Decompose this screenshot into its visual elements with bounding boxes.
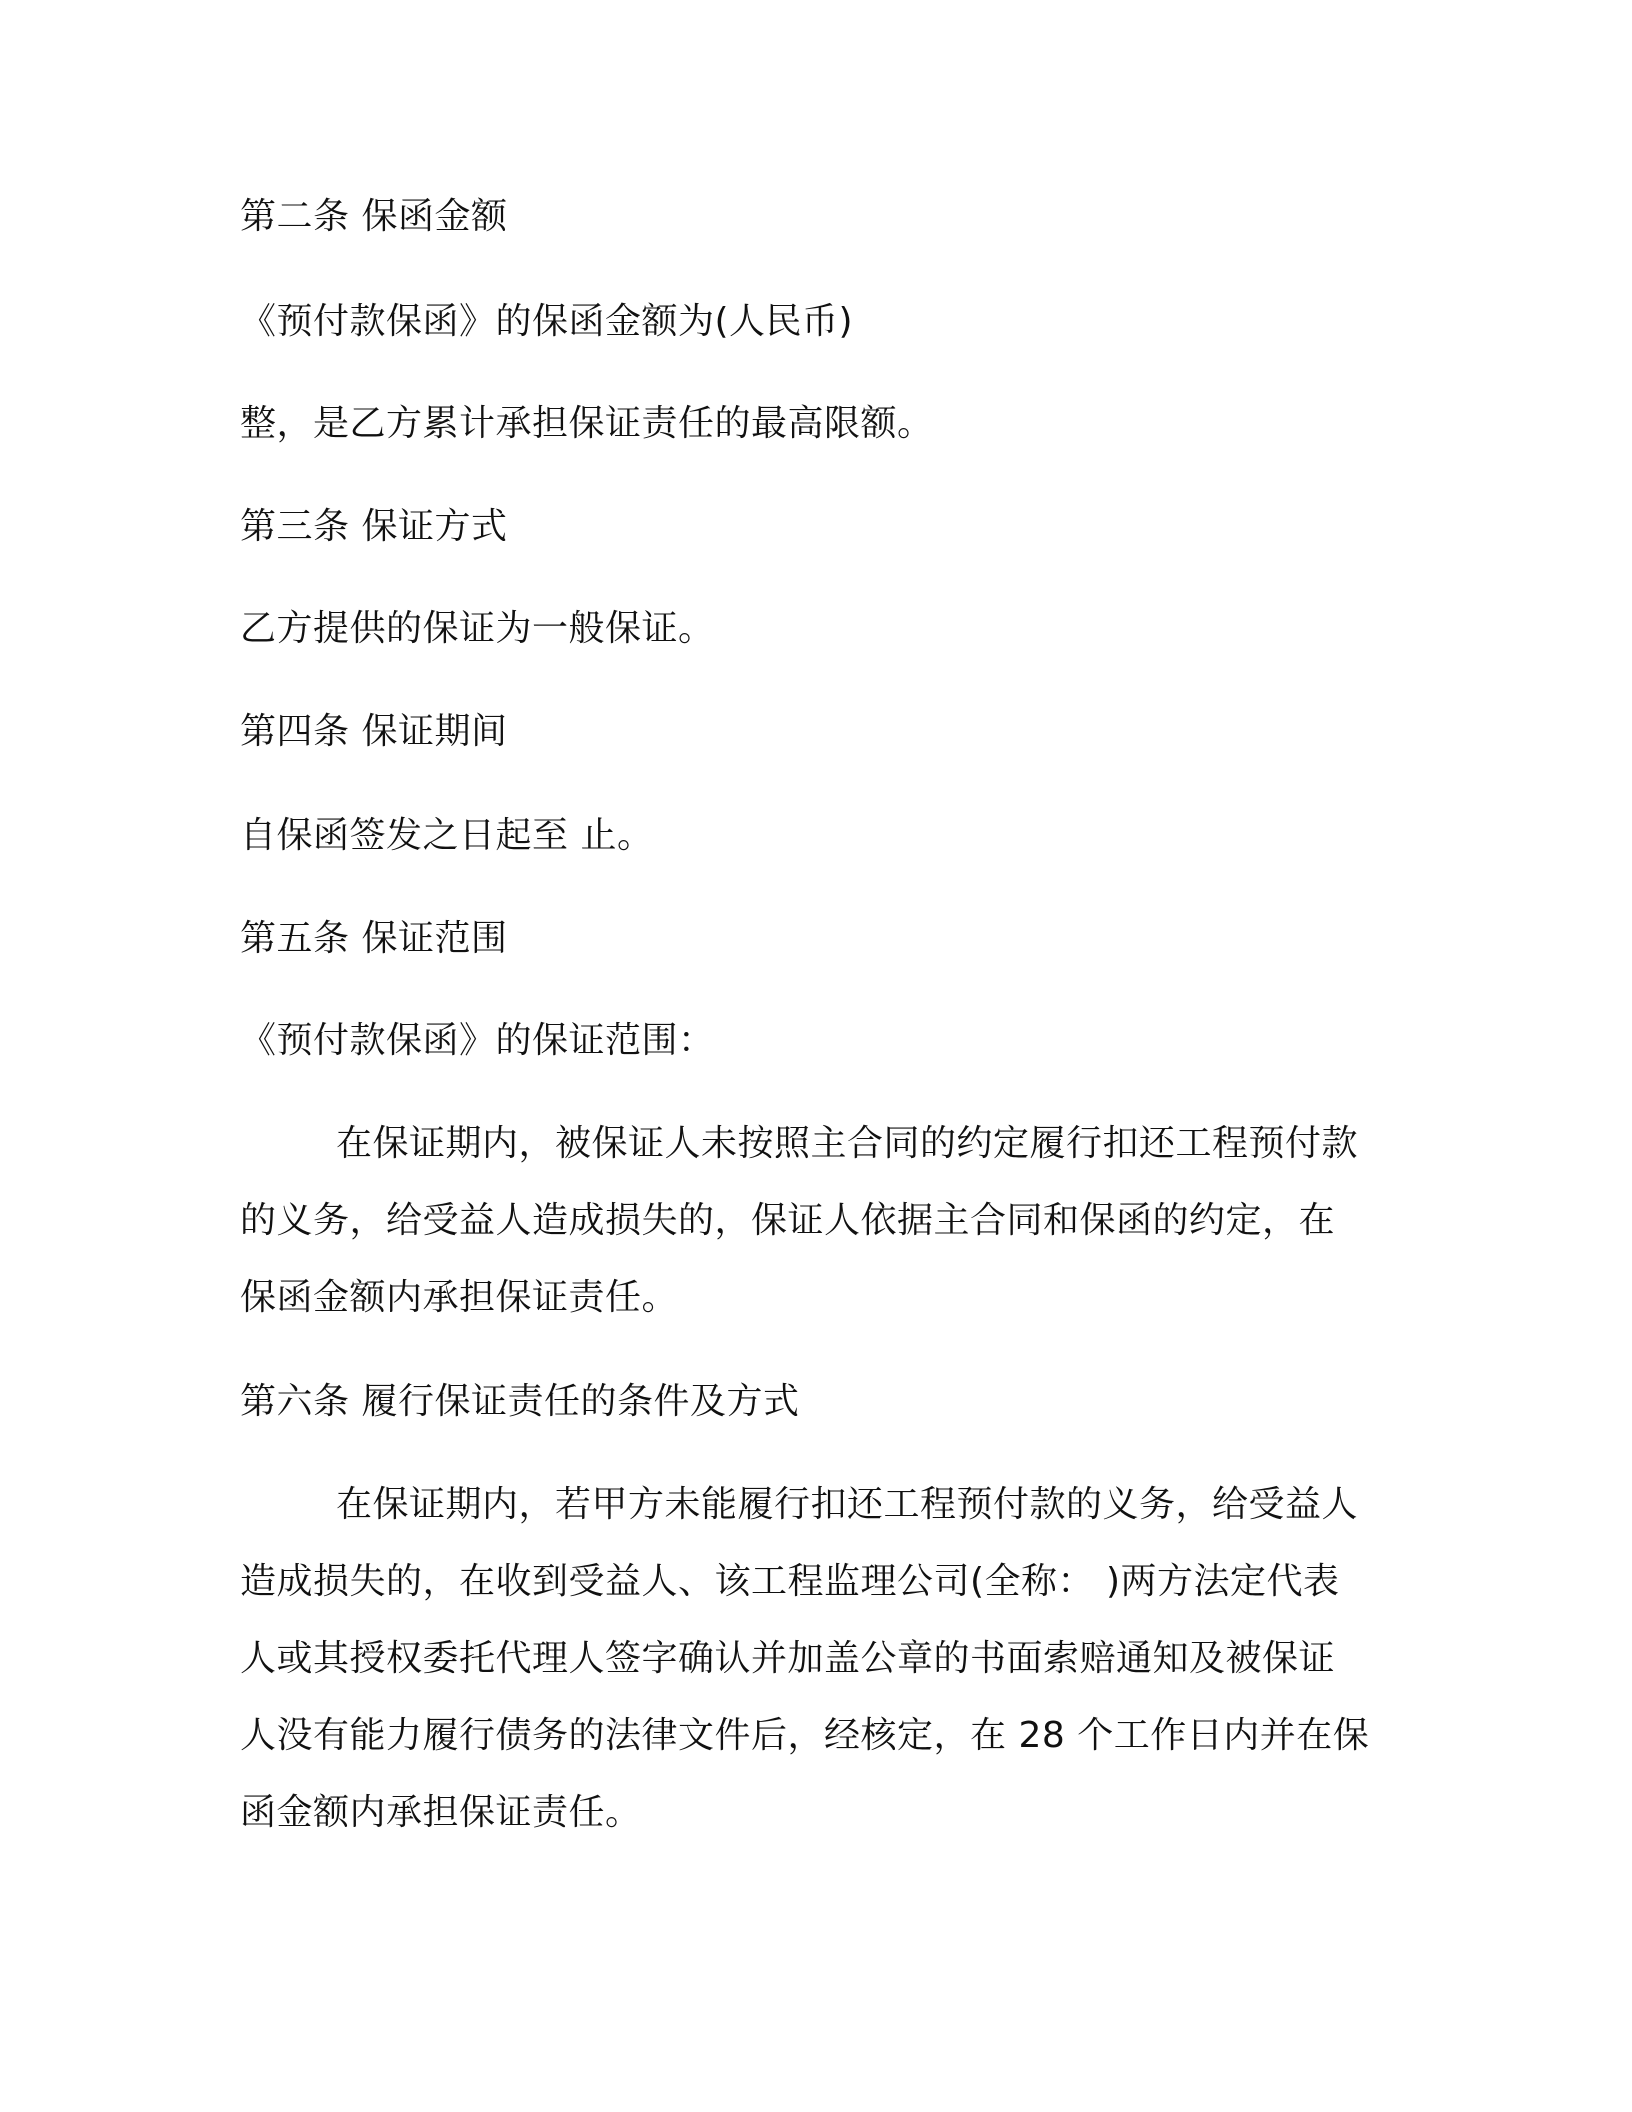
scope-paragraph-line: 在保证期内，被保证人未按照主合同的约定履行扣还工程预付款 [336,1123,1359,1164]
conditions-paragraph [240,1466,1400,1851]
conditions-paragraph-line: 在保证期内，若甲方未能履行扣还工程预付款的义务，给受益人 [336,1484,1359,1525]
article-2-heading: 第二条 保函金额 [240,196,508,237]
scope-paragraph [240,1105,1400,1336]
article-6-heading: 第六条 履行保证责任的条件及方式 [240,1381,800,1422]
guarantee-type-line: 乙方提供的保证为一般保证。 [240,608,715,649]
conditions-paragraph-line: 人没有能力履行债务的法律文件后，经核定，在 28 个工作日内并在保 [240,1715,1370,1756]
conditions-paragraph-line: 造成损失的，在收到受益人、该工程监理公司(全称： )两方法定代表 [240,1561,1340,1602]
conditions-paragraph-line: 函金额内承担保证责任。 [240,1792,642,1833]
scope-paragraph-line: 保函金额内承担保证责任。 [240,1277,679,1318]
guarantee-scope-line: 《预付款保函》的保证范围： [240,1020,715,1061]
guarantee-amount-line: 《预付款保函》的保函金额为(人民币) [240,301,854,342]
conditions-paragraph-line: 人或其授权委托代理人签字确认并加盖公章的书面索赔通知及被保证 [240,1638,1336,1679]
guarantee-period-line: 自保函签发之日起至 止。 [240,815,654,856]
article-5-heading: 第五条 保证范围 [240,918,508,959]
scope-paragraph-line: 的义务，给受益人造成损失的，保证人依据主合同和保函的约定，在 [240,1200,1336,1241]
max-limit-line: 整，是乙方累计承担保证责任的最高限额。 [240,403,934,444]
article-3-heading: 第三条 保证方式 [240,506,508,547]
article-4-heading: 第四条 保证期间 [240,711,508,752]
